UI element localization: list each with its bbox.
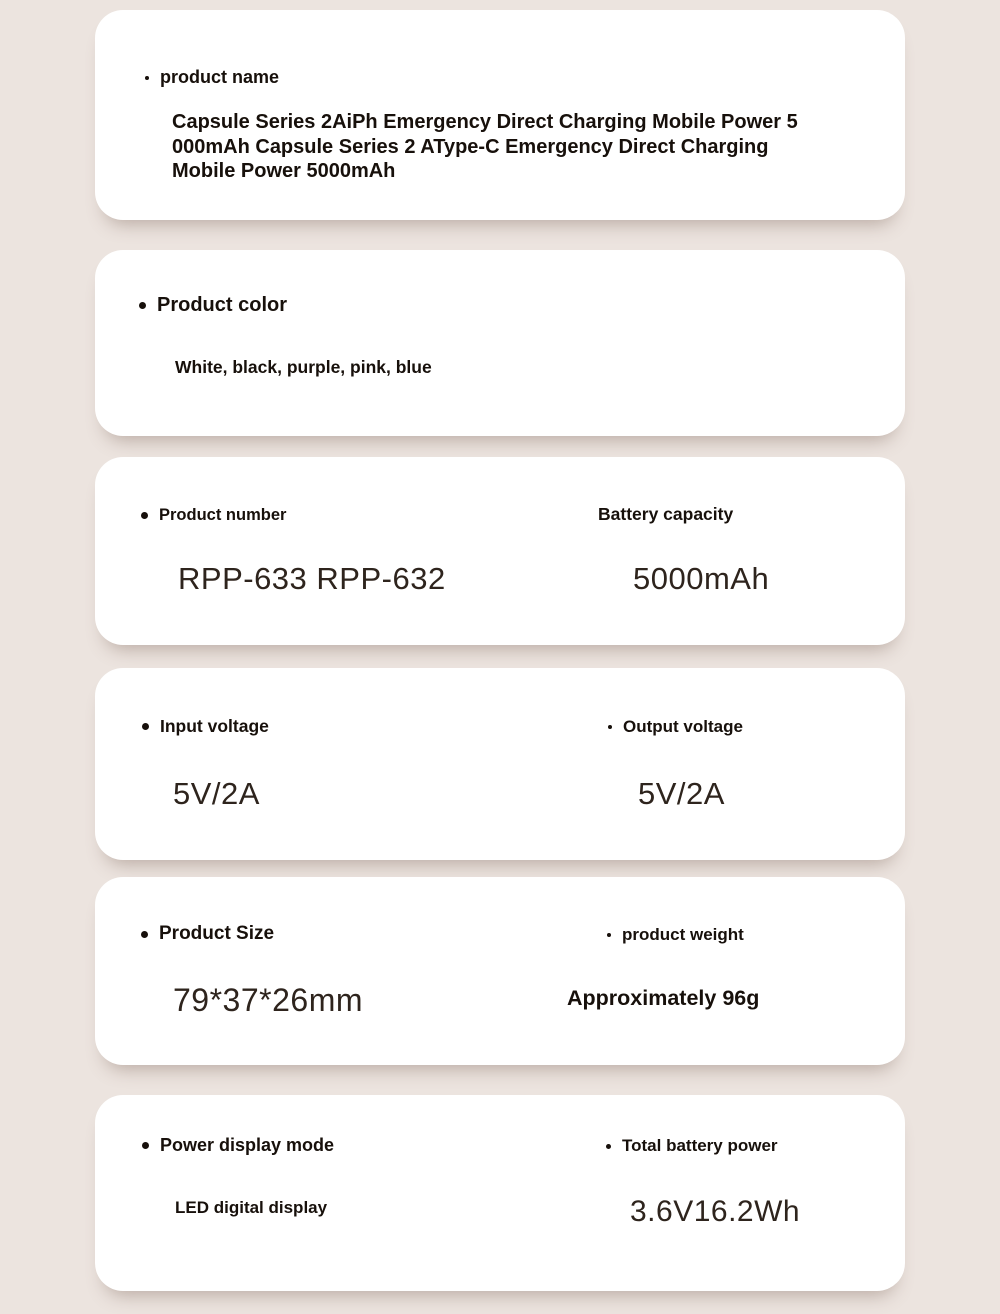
input-voltage-value: 5V/2A (173, 776, 260, 811)
product-number-label: Product number (159, 506, 287, 524)
bullet-icon (142, 1142, 149, 1149)
product-weight-label-row (607, 925, 744, 945)
product-name-label-row (145, 67, 279, 88)
battery-capacity-value: 5000mAh (633, 561, 770, 596)
bullet-icon (607, 933, 611, 937)
product-size-value: 79*37*26mm (173, 982, 363, 1018)
total-battery-power-label-row (606, 1136, 778, 1156)
product-weight-value: Approximately 96g (567, 986, 760, 1010)
bullet-icon (141, 512, 148, 519)
battery-capacity-label: Battery capacity (598, 504, 734, 524)
power-display-mode-value: LED digital display (175, 1198, 328, 1217)
power-display-mode-label: Power display mode (160, 1135, 335, 1155)
product-number-value: RPP-633 RPP-632 (178, 561, 446, 596)
product-color-label: Product color (157, 294, 288, 316)
total-battery-power-value: 3.6V16.2Wh (630, 1195, 801, 1228)
product-size-label-row (141, 923, 274, 945)
bullet-icon (145, 76, 149, 80)
power-display-mode-label-row (142, 1135, 334, 1156)
product-size-label: Product Size (159, 923, 275, 944)
output-voltage-label: Output voltage (623, 717, 743, 736)
product-color-value: White, black, purple, pink, blue (175, 357, 432, 377)
output-voltage-label-row (608, 717, 743, 737)
input-voltage-label: Input voltage (160, 716, 269, 736)
product-name-value (172, 110, 872, 184)
bullet-icon (141, 931, 148, 938)
total-battery-power-label: Total battery power (622, 1136, 778, 1155)
product-name-line: 000mAh Capsule Series 2 AType-C Emergency Direct Charging (172, 135, 769, 158)
card-display-power (95, 1095, 905, 1291)
product-name-line: Mobile Power 5000mAh (172, 160, 396, 182)
card-voltage (95, 668, 905, 860)
card-product-color (95, 250, 905, 436)
bullet-icon (142, 723, 149, 730)
card-product-name (95, 10, 905, 220)
product-weight-label: product weight (622, 925, 744, 944)
bullet-icon (139, 302, 146, 309)
battery-capacity-label-row (598, 504, 733, 525)
input-voltage-label-row (142, 716, 269, 737)
product-name-line: Capsule Series 2AiPh Emergency Direct Charging Mobile Power 5 (172, 111, 798, 133)
bullet-icon (608, 725, 612, 729)
bullet-icon (606, 1144, 611, 1149)
output-voltage-value: 5V/2A (638, 776, 725, 811)
card-number-capacity (95, 457, 905, 645)
product-name-label: product name (160, 67, 280, 87)
product-number-label-row (141, 506, 286, 525)
card-size-weight (95, 877, 905, 1065)
product-color-label-row (139, 294, 287, 317)
